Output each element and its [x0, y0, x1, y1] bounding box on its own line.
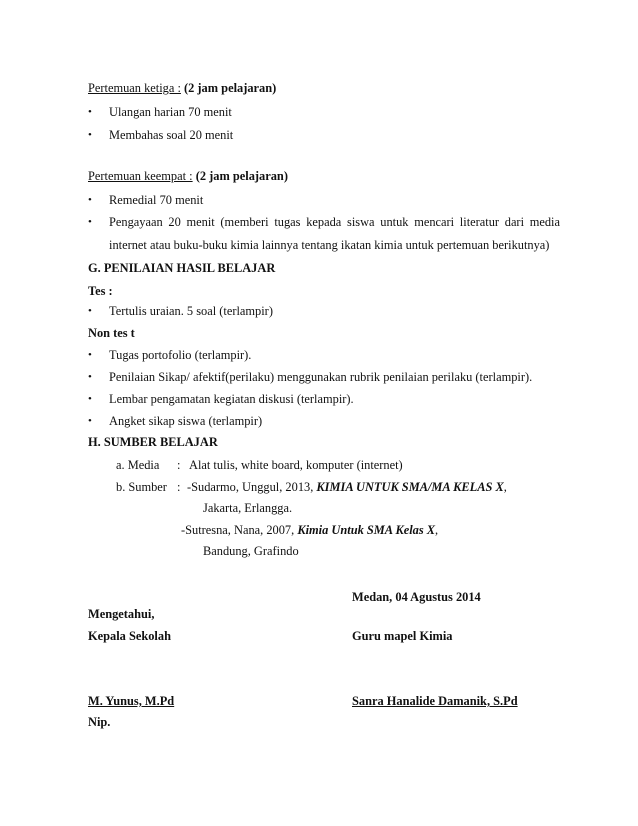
bullet-icon: • — [88, 305, 92, 317]
guru-name: Sanra Hanalide Damanik, S.Pd — [352, 694, 518, 708]
bullet-icon: • — [88, 129, 92, 141]
reference-2-author: -Sutresna, Nana, 2007, — [181, 523, 295, 537]
media-value: Alat tulis, white board, komputer (internet) — [189, 458, 403, 472]
bullet-icon: • — [88, 415, 92, 427]
reference-2-publisher: Bandung, Grafindo — [203, 544, 299, 558]
media-colon: : — [177, 458, 181, 472]
list-item: Pengayaan 20 menit (memberi tugas kepada siswa untuk mencari literatur dari media — [109, 215, 560, 229]
mengetahui-label: Mengetahui, — [88, 607, 155, 621]
list-item: Tugas portofolio (terlampir). — [109, 348, 252, 362]
sumber-colon: : — [177, 480, 181, 494]
reference-1-author: -Sudarmo, Unggul, 2013, — [187, 480, 314, 494]
guru-role: Guru mapel Kimia — [352, 629, 453, 643]
list-item: Lembar pengamatan kegiatan diskusi (terlampir). — [109, 392, 354, 406]
pertemuan-ketiga-duration: (2 jam pelajaran) — [184, 81, 277, 95]
nip-label: Nip. — [88, 715, 111, 729]
pertemuan-ketiga-title: Pertemuan ketiga : — [88, 81, 181, 95]
list-item: Remedial 70 menit — [109, 193, 204, 207]
pertemuan-keempat-heading — [88, 168, 288, 184]
list-item-continuation: internet atau buku-buku kimia lainnya tentang ikatan kimia untuk pertemuan berikutnya) — [109, 238, 550, 252]
reference-1 — [187, 479, 507, 495]
reference-1-comma: , — [503, 480, 507, 494]
section-h-heading: H. SUMBER BELAJAR — [88, 435, 218, 449]
bullet-icon: • — [88, 194, 92, 206]
place-date: Medan, 04 Agustus 2014 — [352, 590, 481, 604]
nontes-label: Non tes t — [88, 326, 135, 340]
bullet-icon: • — [88, 393, 92, 405]
sumber-label: b. Sumber — [116, 480, 167, 494]
reference-1-publisher: Jakarta, Erlangga. — [203, 501, 293, 515]
list-item: Angket sikap siswa (terlampir) — [109, 414, 263, 428]
list-item: Penilaian Sikap/ afektif(perilaku) menggunakan rubrik penilaian perilaku (terlampir). — [109, 370, 533, 384]
pertemuan-keempat-title: Pertemuan keempat : — [88, 169, 193, 183]
pertemuan-keempat-duration: (2 jam pelajaran) — [195, 169, 288, 183]
bullet-icon: • — [88, 349, 92, 361]
section-g-heading: G. PENILAIAN HASIL BELAJAR — [88, 261, 276, 275]
reference-2 — [181, 522, 438, 538]
list-item: Tertulis uraian. 5 soal (terlampir) — [109, 304, 273, 318]
list-item: Ulangan harian 70 menit — [109, 105, 232, 119]
list-item: Membahas soal 20 menit — [109, 128, 234, 142]
reference-2-comma: , — [435, 523, 439, 537]
reference-2-title: Kimia Untuk SMA Kelas X — [297, 523, 436, 537]
kepala-sekolah-name: M. Yunus, M.Pd — [88, 694, 175, 708]
kepala-sekolah-role: Kepala Sekolah — [88, 629, 171, 643]
bullet-icon: • — [88, 371, 92, 383]
media-label: a. Media — [116, 458, 160, 472]
reference-1-title: KIMIA UNTUK SMA/MA KELAS X — [316, 480, 504, 494]
bullet-icon: • — [88, 106, 92, 118]
bullet-icon: • — [88, 216, 92, 228]
tes-label: Tes : — [88, 284, 113, 298]
pertemuan-ketiga-heading — [88, 80, 276, 96]
